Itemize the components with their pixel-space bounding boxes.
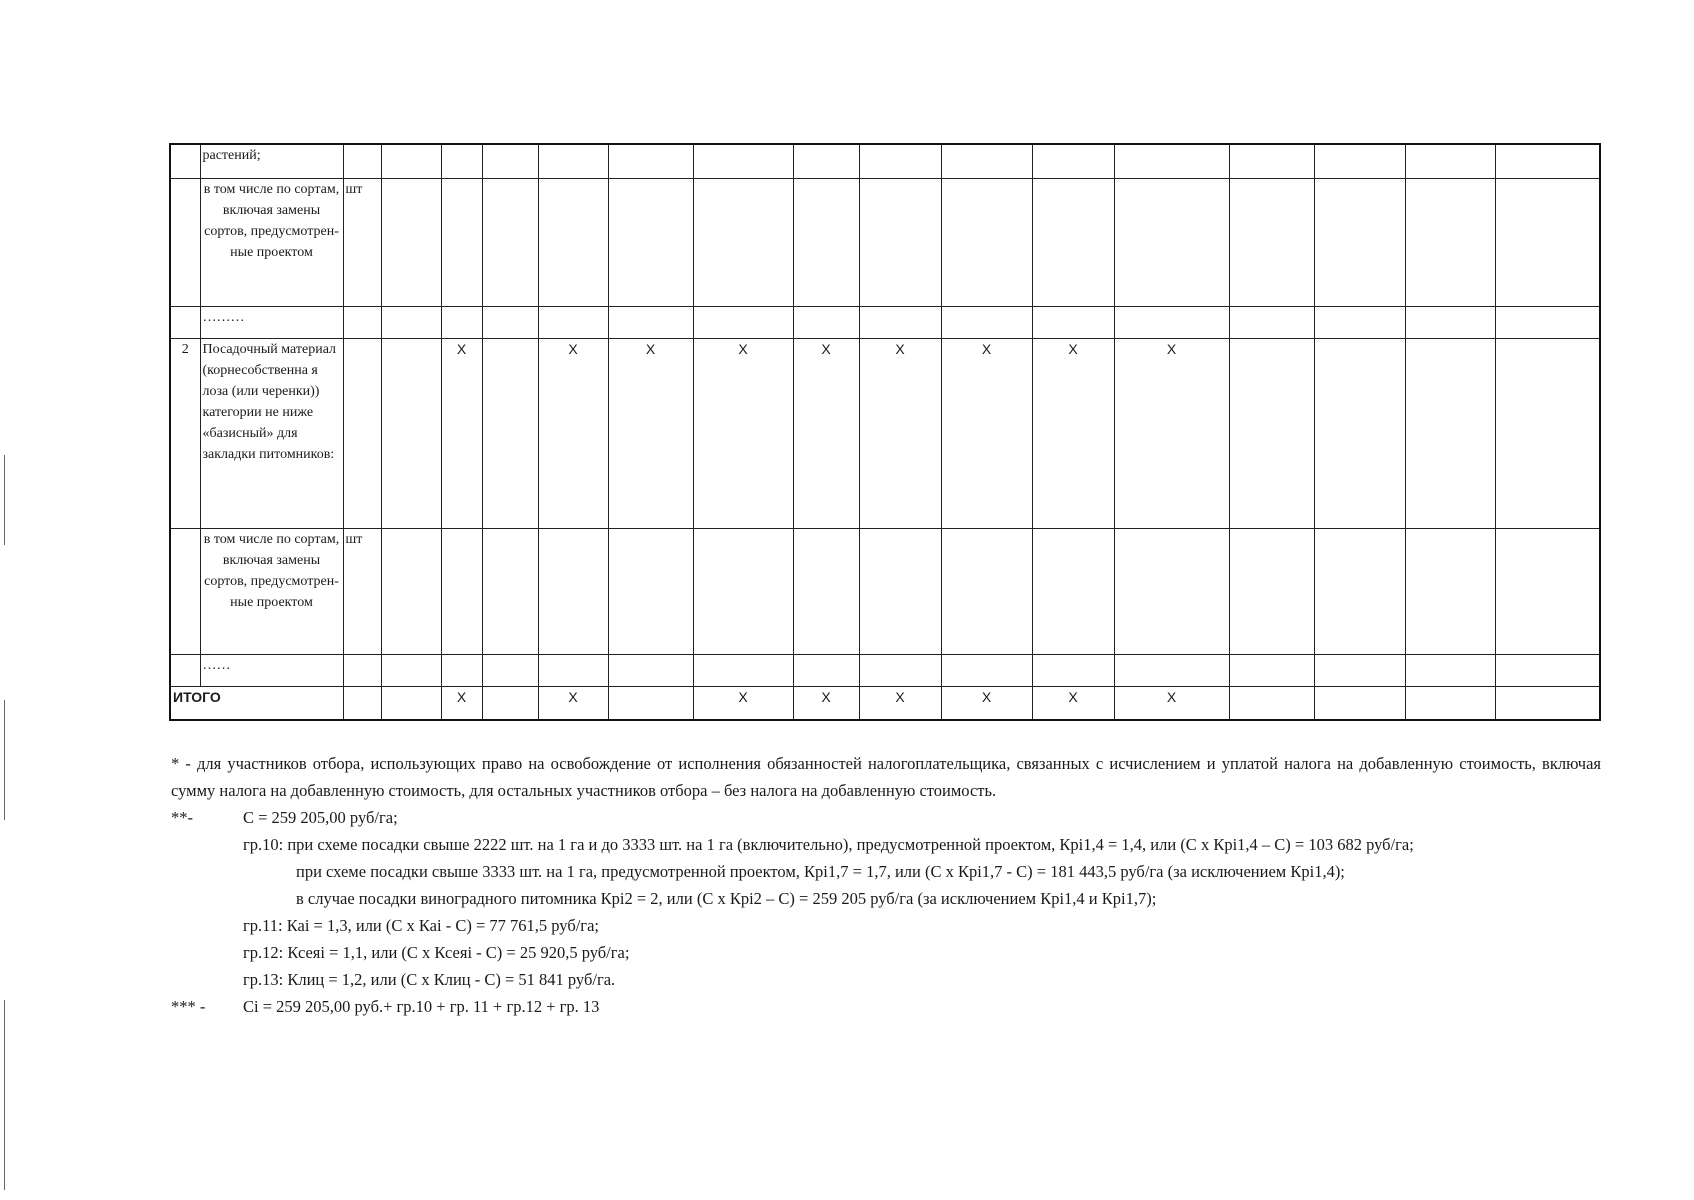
footnote-3 [171,993,1601,1020]
table-cell [608,528,693,654]
table-cell [381,686,441,720]
table-cell [343,306,381,338]
table-cell [1405,654,1495,686]
table-cell [1495,654,1600,686]
footnote-text: С = 259 205,00 руб/га; [243,808,398,827]
footnote-gr12: гр.12: Ксеяi = 1,1, или (С x Ксеяi - С) = 25 920,5 руб/га; [243,943,630,962]
table-cell [1495,528,1600,654]
table-cell [482,178,538,306]
table-cell [482,528,538,654]
table-cell [793,306,859,338]
x-mark: X [608,338,693,528]
table-cell [793,144,859,178]
table-cell [608,686,693,720]
table-cell [941,306,1032,338]
x-mark: X [441,338,482,528]
table-cell [1229,338,1314,528]
table-cell [1114,654,1229,686]
table-cell [170,178,200,306]
table-cell [343,686,381,720]
row-label: в том числе по сортам, включая замены сортов, предусмотрен-ные проектом [200,528,343,654]
table-cell [793,178,859,306]
unit-cell: шт [343,178,381,306]
scan-edge-mark [4,455,5,545]
table-cell [1229,144,1314,178]
table-cell [1405,528,1495,654]
table-cell [941,144,1032,178]
x-mark: X [538,338,608,528]
footnote-marker: **- [171,808,193,827]
x-mark: X [1032,686,1114,720]
table-cell [1495,338,1600,528]
table-cell [693,306,793,338]
table-cell [1114,528,1229,654]
table-cell [1032,306,1114,338]
footnote-2 [171,804,1601,831]
table-cell [1405,338,1495,528]
table-cell [1314,338,1405,528]
table-cell [859,306,941,338]
table-cell [608,306,693,338]
table-cell [482,686,538,720]
ellipsis-cell: ……… [200,306,343,338]
table-row [170,528,1600,654]
x-mark: X [941,686,1032,720]
table-cell [441,654,482,686]
table-cell [1032,178,1114,306]
scan-edge-mark [4,700,5,820]
table-cell [538,528,608,654]
table-cell [859,144,941,178]
subsidy-table [169,143,1601,721]
table-cell [343,338,381,528]
table-cell [381,144,441,178]
table-cell [538,306,608,338]
footnote-1: * - для участников отбора, использующих право на освобождение от исполнения обязанностей налогоплательщика, связанных с исчислением и уплатой налога на добавленную стоимость, включая сумму налога на добавленную стоимость, для остальных участников отбора – без налога на добавленную стоимость. [171,754,1601,800]
x-mark: X [941,338,1032,528]
x-mark: X [793,338,859,528]
table-cell [1032,528,1114,654]
table-cell [1032,144,1114,178]
table-cell [693,528,793,654]
table-row [170,178,1600,306]
footnotes [171,750,1601,1020]
x-mark: X [693,686,793,720]
table-row [170,338,1600,528]
table-cell [608,178,693,306]
table-cell [608,654,693,686]
table-cell [1229,528,1314,654]
table-cell [538,178,608,306]
table-cell [1114,306,1229,338]
table-cell [1114,178,1229,306]
table-cell [170,144,200,178]
table-cell [170,654,200,686]
table-cell [1495,144,1600,178]
table-row [170,306,1600,338]
x-mark: X [693,338,793,528]
row-label: растений; [200,144,343,178]
footnote-gr10-c: в случае посадки виноградного питомника Кpi2 = 2, или (С x Кpi2 – С) = 259 205 руб/га (за исключением Кpi1,4 и Кpi1,7); [296,889,1157,908]
x-mark: X [859,686,941,720]
footnote-gr11: гр.11: Каi = 1,3, или (С x Каi - С) = 77 761,5 руб/га; [243,916,599,935]
table-cell [1405,306,1495,338]
table-cell [1114,144,1229,178]
x-mark: X [1114,686,1229,720]
table-cell [381,654,441,686]
table-cell [381,528,441,654]
table-cell [482,144,538,178]
table-cell [793,528,859,654]
table-cell [1495,306,1600,338]
table-cell [381,306,441,338]
table-cell [859,654,941,686]
table-cell [941,654,1032,686]
footnote-gr10: гр.10: при схеме посадки свыше 2222 шт. на 1 га и до 3333 шт. на 1 га (включительно), предусмотренной проектом, Кpi1,4 = 1,4, или (С x Кpi1,4 – С) = 103 682 руб/га; [243,835,1414,854]
table-cell [1314,654,1405,686]
row-number: 2 [170,338,200,528]
table-cell [608,144,693,178]
table-cell [941,178,1032,306]
table-cell [1495,178,1600,306]
table-cell [1314,178,1405,306]
table-cell [381,338,441,528]
table-cell [859,178,941,306]
table-cell [441,528,482,654]
x-mark: X [859,338,941,528]
unit-cell: шт [343,528,381,654]
table-row [170,144,1600,178]
table-cell [1405,178,1495,306]
table-cell [859,528,941,654]
x-mark: X [538,686,608,720]
x-mark: X [1032,338,1114,528]
table-cell [538,144,608,178]
table-cell [170,306,200,338]
row-label: Посадочный материал (корнесобственна я лоза (или черенки)) категории не ниже «базисный» для закладки питомников: [200,338,343,528]
table-cell [1229,178,1314,306]
table-cell [441,144,482,178]
footnote-marker: *** - [171,997,206,1016]
table-cell [343,654,381,686]
table-cell [1405,144,1495,178]
total-label: ИТОГО [170,686,343,720]
table-cell [1314,528,1405,654]
table-cell [693,144,793,178]
table-cell [1314,306,1405,338]
row-label: в том числе по сортам, включая замены сортов, предусмотрен-ные проектом [200,178,343,306]
table-cell [1229,306,1314,338]
table-cell [693,178,793,306]
table-cell [1495,686,1600,720]
table-cell [793,654,859,686]
table-row [170,654,1600,686]
table-cell [482,306,538,338]
table-cell [482,654,538,686]
table-cell [538,654,608,686]
table-cell [441,306,482,338]
table-cell [1229,686,1314,720]
table-cell [1229,654,1314,686]
table-cell [1032,654,1114,686]
table-cell [482,338,538,528]
x-mark: X [793,686,859,720]
table-cell [170,528,200,654]
table-cell [441,178,482,306]
table-cell [381,178,441,306]
table-cell [343,144,381,178]
footnote-gr13: гр.13: Клиц = 1,2, или (С x Клиц - С) = 51 841 руб/га. [243,970,616,989]
table-cell [1314,144,1405,178]
table-row-total [170,686,1600,720]
table-cell [941,528,1032,654]
table-cell [693,654,793,686]
x-mark: X [1114,338,1229,528]
x-mark: X [441,686,482,720]
footnote-text: Сi = 259 205,00 руб.+ гр.10 + гр. 11 + гр.12 + гр. 13 [243,997,600,1016]
table-cell [1405,686,1495,720]
table-cell [1314,686,1405,720]
ellipsis-cell: …… [200,654,343,686]
footnote-gr10-b: при схеме посадки свыше 3333 шт. на 1 га, предусмотренной проектом, Кpi1,7 = 1,7, или (С x Кpi1,7 - С) = 181 443,5 руб/га (за исключением Кpi1,4); [296,862,1345,881]
scan-edge-mark [4,1000,5,1190]
